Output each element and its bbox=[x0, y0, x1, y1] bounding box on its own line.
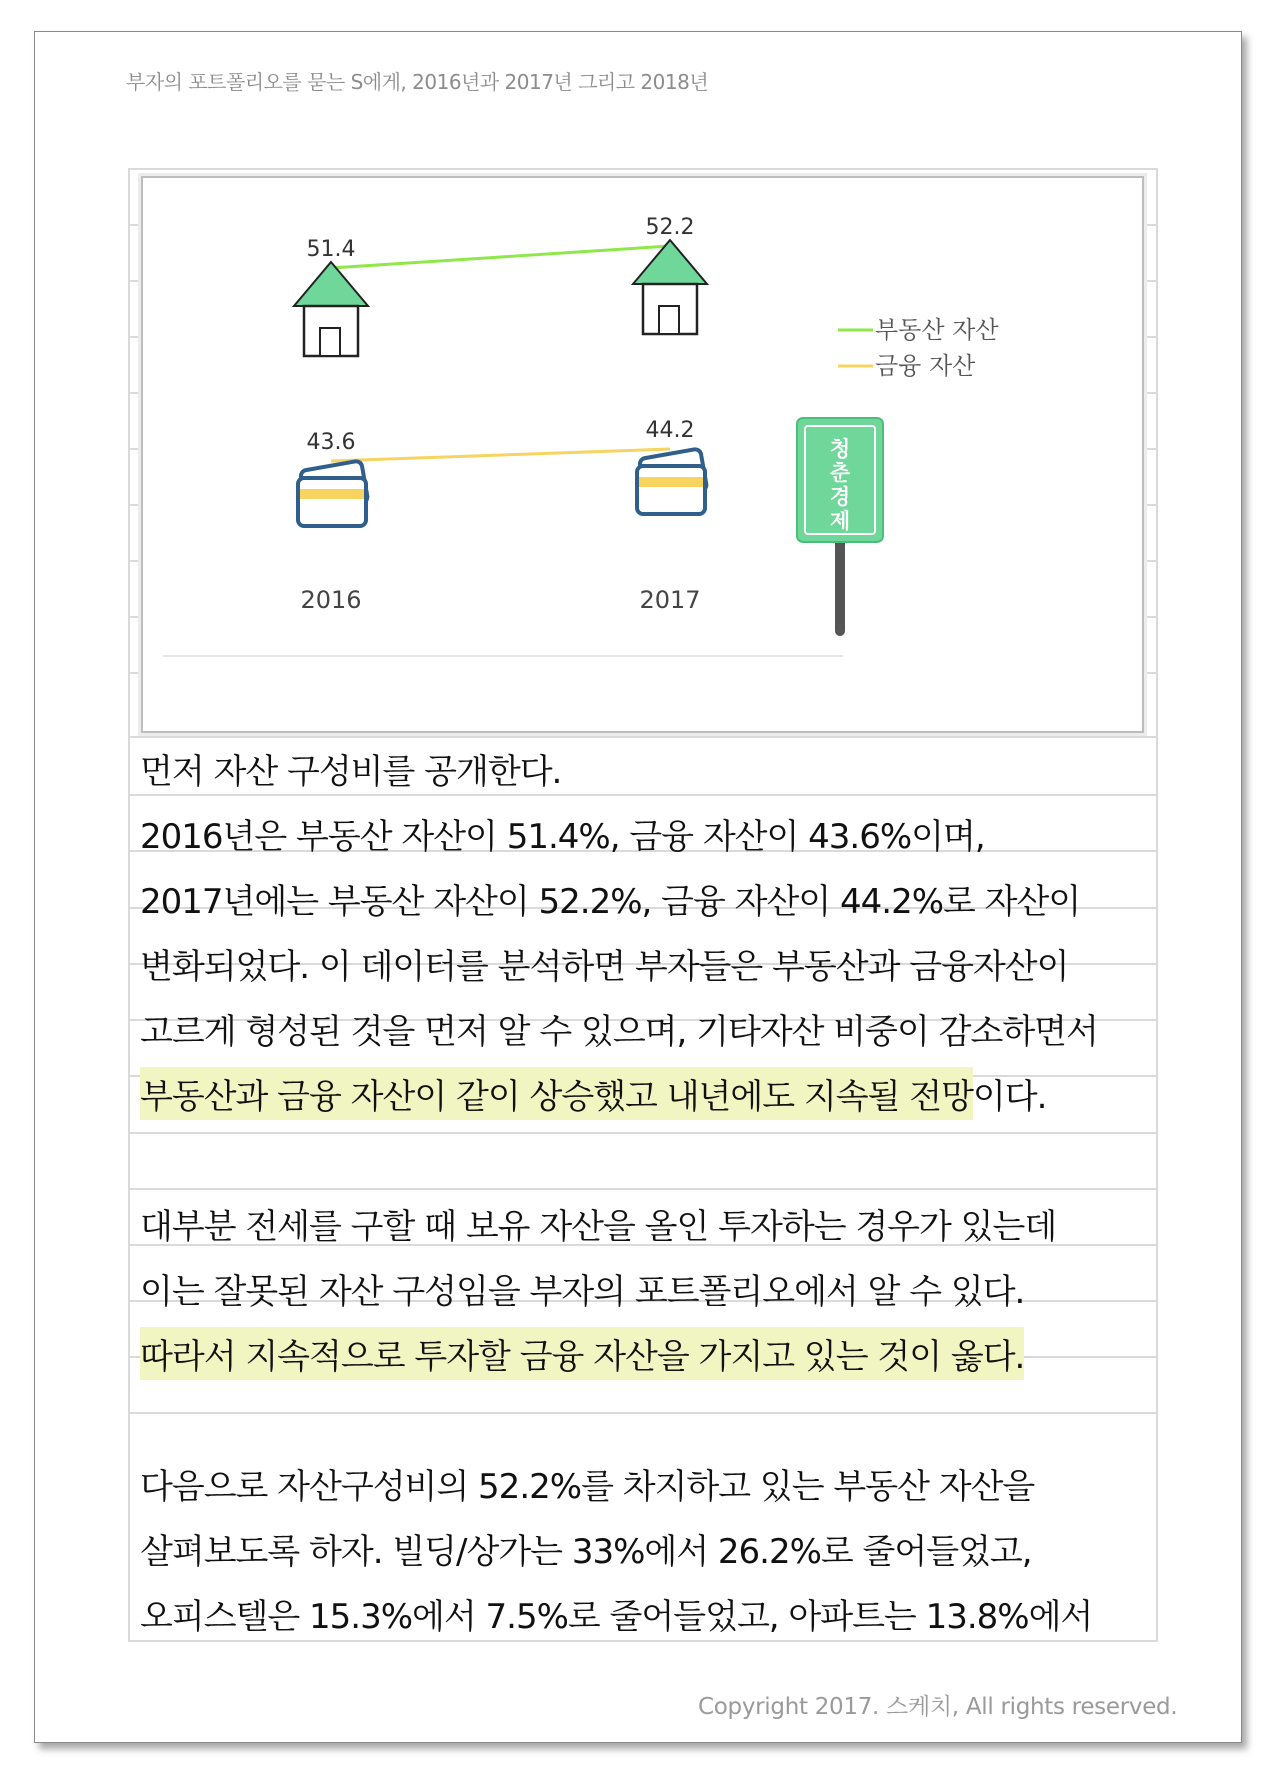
house-icon bbox=[633, 240, 707, 334]
text-line: 오피스텔은 15.3%에서 7.5%로 줄어들었고, 아파트는 13.8%에서 bbox=[140, 1597, 1093, 1637]
sign-char: 청 bbox=[829, 437, 851, 461]
sign-text bbox=[830, 437, 851, 533]
data-label: 43.6 bbox=[306, 430, 356, 455]
credit-card-icon bbox=[637, 448, 707, 514]
text-line: 대부분 전세를 구할 때 보유 자산을 올인 투자하는 경우가 있는데 bbox=[140, 1207, 1057, 1247]
legend bbox=[838, 316, 999, 380]
x-tick-label: 2017 bbox=[639, 586, 701, 614]
highlighted-text: 따라서 지속적으로 투자할 금융 자산을 가지고 있는 것이 옳다. bbox=[140, 1327, 1024, 1380]
data-label: 52.2 bbox=[645, 215, 695, 240]
sign-char: 제 bbox=[829, 509, 851, 533]
data-label: 51.4 bbox=[306, 237, 356, 262]
text-line: 2016년은 부동산 자산이 51.4%, 금융 자산이 43.6%이며, bbox=[140, 817, 985, 857]
text-rest: 이다. bbox=[972, 1077, 1047, 1117]
copyright: Copyright 2017. 스케치, All rights reserved. bbox=[698, 1694, 1178, 1720]
asset-chart bbox=[141, 176, 1144, 733]
text-line bbox=[128, 1386, 1158, 1451]
legend-label-real-estate: 부동산 자산 bbox=[875, 316, 999, 344]
chart-svg bbox=[143, 178, 1146, 735]
x-tick-label: 2016 bbox=[300, 586, 362, 614]
credit-card-icon bbox=[298, 460, 368, 526]
series-line-1 bbox=[331, 449, 670, 461]
body-text bbox=[128, 736, 1158, 1646]
text-line bbox=[128, 1321, 1158, 1386]
text-line: 이는 잘못된 자산 구성임을 부자의 포트폴리오에서 알 수 있다. bbox=[140, 1272, 1025, 1312]
series-line-0 bbox=[331, 246, 670, 268]
house-icon bbox=[294, 262, 368, 356]
sign-char: 경 bbox=[829, 485, 851, 509]
text-line: 2017년에는 부동산 자산이 52.2%, 금융 자산이 44.2%로 자산이 bbox=[140, 882, 1081, 922]
legend-label-financial: 금융 자산 bbox=[875, 352, 976, 380]
text-line bbox=[128, 1126, 1158, 1191]
text-line: 고르게 형성된 것을 먼저 알 수 있으며, 기타자산 비중이 감소하면서 bbox=[140, 1012, 1098, 1052]
sign-char: 춘 bbox=[829, 461, 851, 485]
text-line: 변화되었다. 이 데이터를 분석하면 부자들은 부동산과 금융자산이 bbox=[140, 947, 1069, 987]
text-line: 다음으로 자산구성비의 52.2%를 차지하고 있는 부동산 자산을 bbox=[140, 1467, 1035, 1507]
text-line: 먼저 자산 구성비를 공개한다. bbox=[140, 752, 562, 792]
highlighted-text: 부동산과 금융 자산이 같이 상승했고 내년에도 지속될 전망 bbox=[140, 1067, 973, 1120]
data-label: 44.2 bbox=[645, 418, 695, 443]
page-header: 부자의 포트폴리오를 묻는 S에게, 2016년과 2017년 그리고 2018년 bbox=[126, 70, 709, 94]
sign-icon bbox=[797, 418, 883, 636]
text-line bbox=[128, 1061, 1158, 1126]
text-line: 살펴보도록 하자. 빌딩/상가는 33%에서 26.2%로 줄어들었고, bbox=[140, 1532, 1032, 1572]
